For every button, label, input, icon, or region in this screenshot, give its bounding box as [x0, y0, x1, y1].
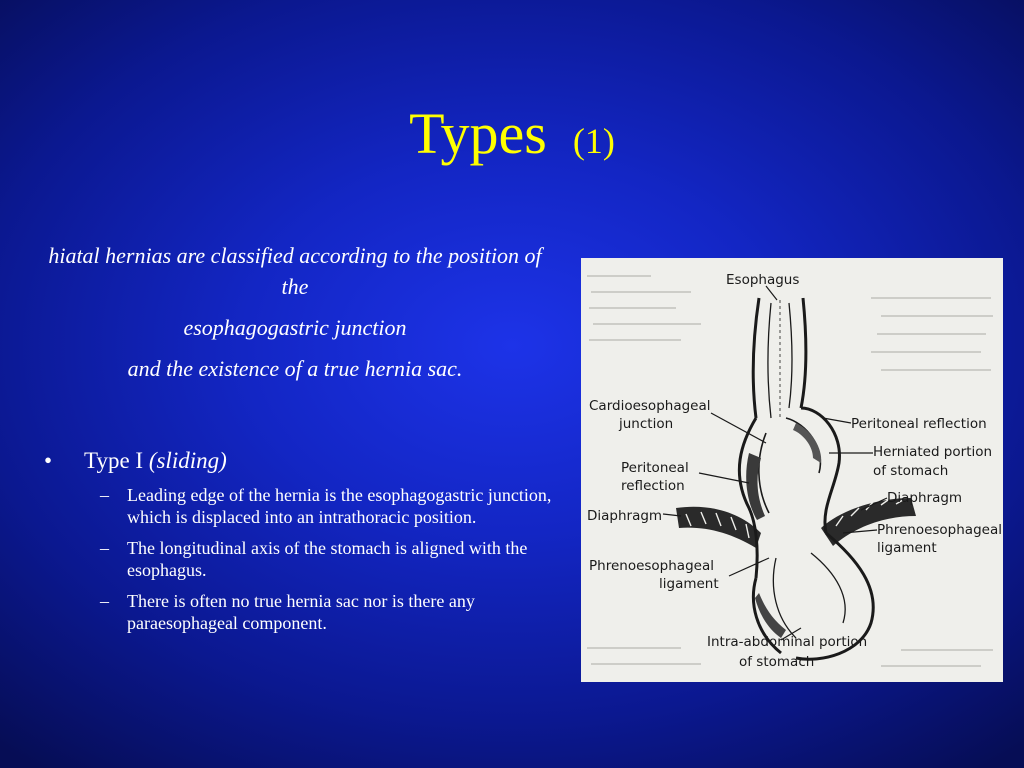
intro-line-2: esophagogastric junction: [183, 315, 407, 340]
label-peritoneal-reflection-right: Peritoneal reflection: [851, 416, 987, 432]
label-herniated-portion: Herniated portion: [873, 444, 993, 460]
label-ligament-left: ligament: [659, 576, 719, 592]
label-reflection-left: reflection: [621, 478, 685, 494]
sub-bullet-text: The longitudinal axis of the stomach is aligned with the esophagus.: [127, 538, 528, 580]
label-of-stomach: of stomach: [873, 463, 949, 479]
sub-bullet-item: [100, 484, 564, 528]
sub-bullet-item: [100, 590, 564, 634]
hernia-diagram: [581, 258, 1003, 682]
label-ligament-right: ligament: [877, 540, 937, 556]
slide-title: [0, 100, 1024, 167]
title-text: Types: [409, 101, 547, 166]
esophagus-shape: [753, 298, 806, 418]
label-diaphragm-left: Diaphragm: [587, 508, 663, 524]
label-phrenoesophageal-left: Phrenoesophageal: [589, 558, 714, 574]
sub-bullet-text: There is often no true hernia sac nor is there any paraesophageal component.: [127, 591, 475, 633]
label-peritoneal-left: Peritoneal: [621, 460, 689, 476]
dash-marker: –: [100, 538, 109, 558]
label-of-stomach-lower: of stomach: [739, 654, 815, 670]
label-esophagus: Esophagus: [726, 272, 800, 288]
label-cardioesophageal: Cardioesophageal: [589, 398, 711, 414]
bullet-label-text: Type I: [84, 448, 144, 473]
sub-bullet-text: Leading edge of the hernia is the esophagogastric junction, which is displaced into an intrathoracic position.: [127, 485, 552, 527]
dash-marker: –: [100, 591, 109, 611]
title-number: (1): [572, 121, 615, 161]
intro-text: [40, 240, 550, 394]
label-phrenoesophageal-right: Phrenoesophageal: [877, 522, 1002, 538]
sub-bullet-list: [44, 484, 564, 634]
intro-line-1: hiatal hernias are classified according to the position of the: [48, 243, 542, 299]
figure-labels: [587, 272, 1002, 670]
bullet-marker: •: [44, 448, 53, 473]
hernia-diagram-figure: [581, 258, 1003, 682]
intro-line-3: and the existence of a true hernia sac.: [127, 356, 463, 381]
label-intra-abdominal: Intra-abdominal portion: [707, 634, 868, 650]
dash-marker: –: [100, 485, 109, 505]
label-diaphragm-right: Diaphragm: [887, 490, 963, 506]
bullet-label-emphasis: (sliding): [148, 448, 227, 473]
sub-bullet-item: [100, 537, 564, 581]
bullet-list: [44, 446, 564, 643]
label-junction: junction: [619, 416, 674, 432]
bullet-label: [84, 448, 227, 473]
bullet-item-type-1: [44, 446, 564, 476]
